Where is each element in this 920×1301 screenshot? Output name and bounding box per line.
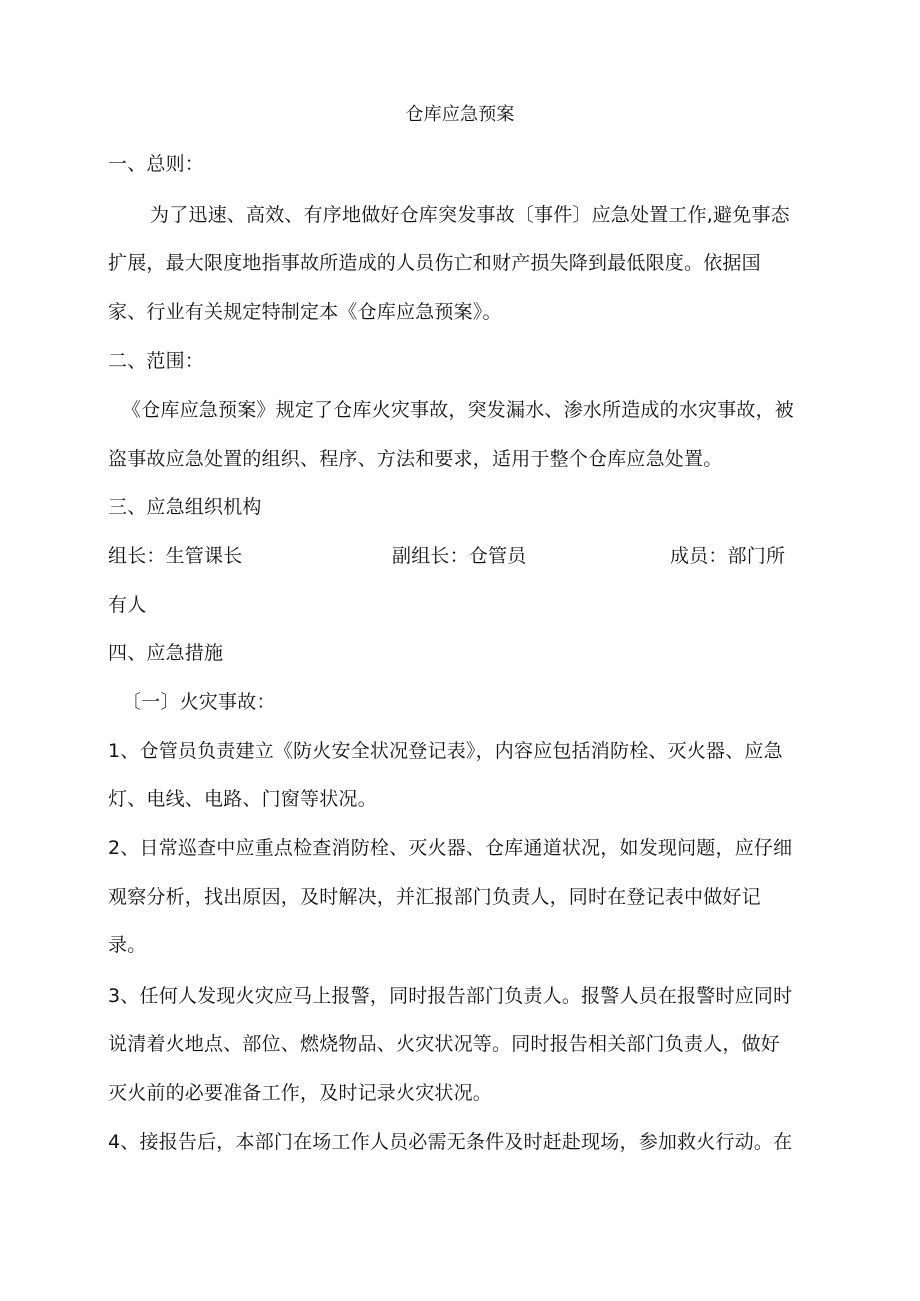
list-item-line: 4、接报告后，本部门在场工作人员必需无条件及时赶赴现场，参加救火行动。在 — [108, 1131, 793, 1153]
org-leader: 组长：生管课长 — [108, 545, 243, 567]
section-heading-organization: 三、应急组织机构 — [108, 496, 262, 518]
list-item-line: 灯、电线、电路、门窗等状况。 — [108, 788, 377, 810]
list-item-line: 观察分析，找出原因，及时解决，并汇报部门负责人，同时在登记表中做好记 — [108, 886, 761, 908]
document-title: 仓库应急预案 — [405, 104, 515, 125]
section-heading-general: 一、总则： — [108, 153, 205, 175]
paragraph-line: 扩展，最大限度地指事故所造成的人员伤亡和财产损失降到最低限度。依据国 — [108, 252, 761, 274]
paragraph-line: 为了迅速、高效、有序地做好仓库突发事故〔事件〕应急处置工作,避免事态 — [150, 204, 790, 226]
list-item-line: 灭火前的必要准备工作，及时记录火灾状况。 — [108, 1082, 493, 1104]
paragraph-line: 盗事故应急处置的组织、程序、方法和要求，适用于整个仓库应急处置。 — [108, 448, 723, 470]
list-item-line: 3、任何人发现火灾应马上报警，同时报告部门负责人。报警人员在报警时应同时 — [108, 985, 793, 1007]
org-deputy: 副组长：仓管员 — [392, 545, 527, 567]
org-members: 成员：部门所 — [670, 545, 786, 567]
paragraph-line: 有人 — [108, 594, 147, 616]
section-heading-measures: 四、应急措施 — [108, 642, 224, 664]
list-item-line: 1、仓管员负责建立《防火安全状况登记表》，内容应包括消防栓、灭火器、应急 — [108, 740, 783, 762]
list-item-line: 2、日常巡查中应重点检查消防栓、灭火器、仓库通道状况，如发现问题，应仔细 — [108, 837, 793, 859]
paragraph-line: 家、行业有关规定特制定本《仓库应急预案》。 — [108, 301, 502, 323]
section-heading-scope: 二、范围： — [108, 350, 205, 372]
subsection-heading-fire: 〔一〕火灾事故： — [122, 691, 276, 713]
list-item-line: 说清着火地点、部位、燃烧物品、火灾状况等。同时报告相关部门负责人，做好 — [108, 1033, 781, 1055]
list-item-line: 录。 — [108, 934, 147, 956]
paragraph-line: 《仓库应急预案》规定了仓库火灾事故，突发漏水、渗水所造成的水灾事故，被 — [122, 399, 795, 421]
